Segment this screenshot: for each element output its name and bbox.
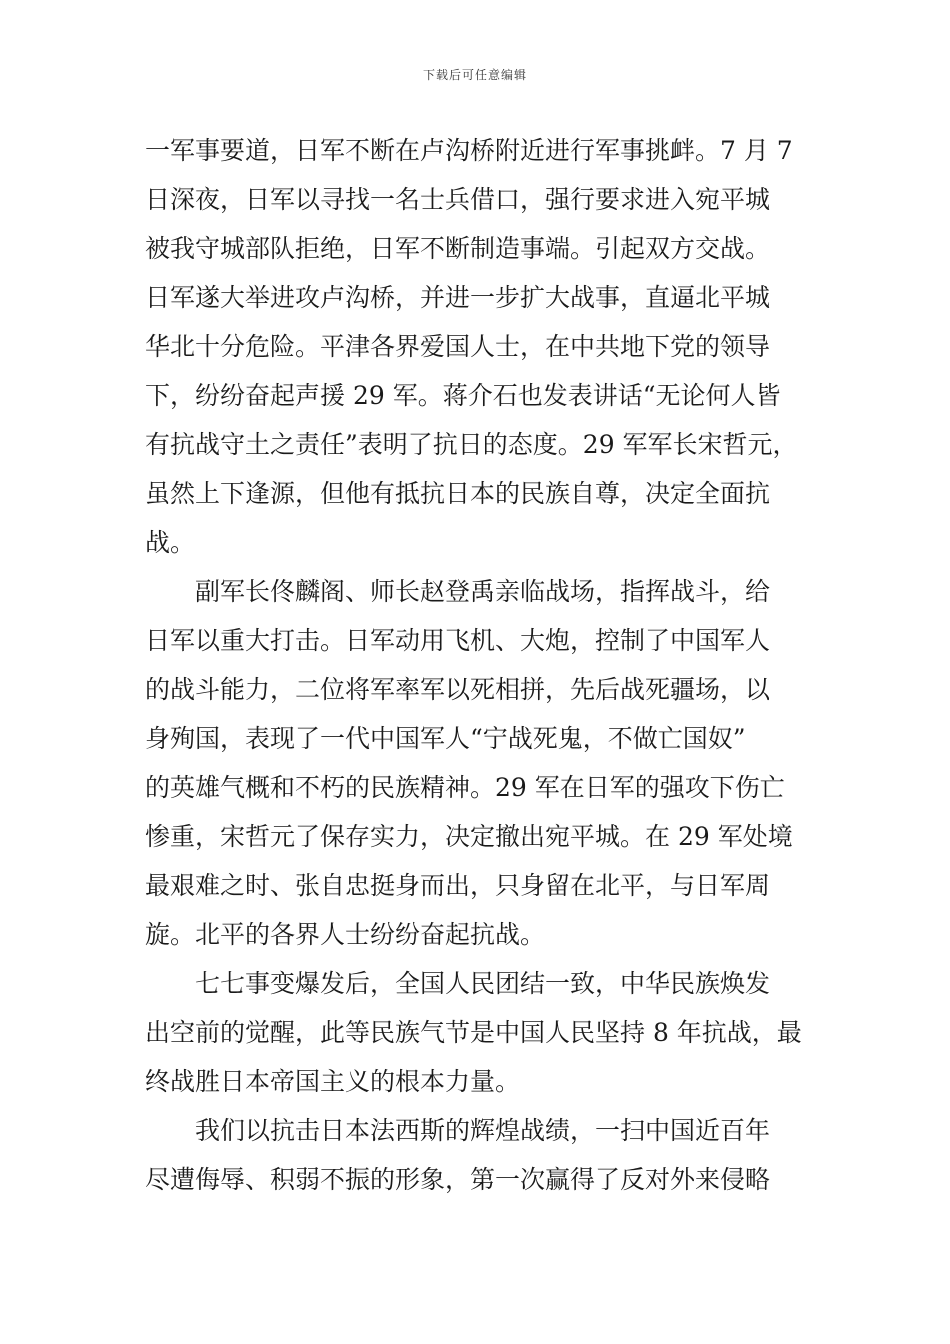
text-line: 终战胜日本帝国主义的根本力量。 [145, 1067, 521, 1096]
text-line: 出空前的觉醒，此等民族气节是中国人民坚持 8 年抗战，最 [145, 1018, 802, 1047]
text-line: 最艰难之时、张自忠挺身而出，只身留在北平，与日军周 [145, 871, 771, 900]
text-line: 战。 [145, 528, 196, 557]
text-line: 的英雄气概和不朽的民族精神。29 军在日军的强攻下伤亡 [145, 773, 785, 802]
page-header: 下载后可任意编辑 [422, 68, 527, 82]
text-line: 身殉国，表现了一代中国军人“宁战死鬼，不做亡国奴” [145, 724, 746, 753]
text-line: 有抗战守土之责任”表明了抗日的态度。29 军军长宋哲元， [145, 430, 798, 459]
text-line: 日军以重大打击。日军动用飞机、大炮，控制了中国军人 [145, 626, 771, 655]
text-line: 七七事变爆发后，全国人民团结一致，中华民族焕发 [145, 969, 771, 998]
text-line: 虽然上下逢源，但他有抵抗日本的民族自尊，决定全面抗 [145, 479, 771, 508]
text-line: 旋。北平的各界人士纷纷奋起抗战。 [145, 920, 546, 949]
text-line: 我们以抗击日本法西斯的辉煌战绩，一扫中国近百年 [145, 1116, 771, 1145]
text-line: 尽遭侮辱、积弱不振的形象，第一次赢得了反对外来侵略 [145, 1165, 771, 1194]
text-line: 惨重，宋哲元了保存实力，决定撤出宛平城。在 29 军处境 [145, 822, 793, 851]
text-line: 华北十分危险。平津各界爱国人士，在中共地下党的领导 [145, 332, 771, 361]
text-line: 日深夜，日军以寻找一名士兵借口，强行要求进入宛平城 [145, 185, 771, 214]
text-line: 的战斗能力，二位将军率军以死相拼，先后战死疆场，以 [145, 675, 771, 704]
text-line: 副军长佟麟阁、师长赵登禹亲临战场，指挥战斗，给 [145, 577, 771, 606]
text-line: 下，纷纷奋起声援 29 军。蒋介石也发表讲话“无论何人皆 [145, 381, 781, 410]
document-body [145, 126, 817, 1204]
text-line: 被我守城部队拒绝，日军不断制造事端。引起双方交战。 [145, 234, 771, 263]
text-line: 一军事要道，日军不断在卢沟桥附近进行军事挑衅。7 月 7 [145, 136, 793, 165]
text-line: 日军遂大举进攻卢沟桥，并进一步扩大战事，直逼北平城 [145, 283, 771, 312]
